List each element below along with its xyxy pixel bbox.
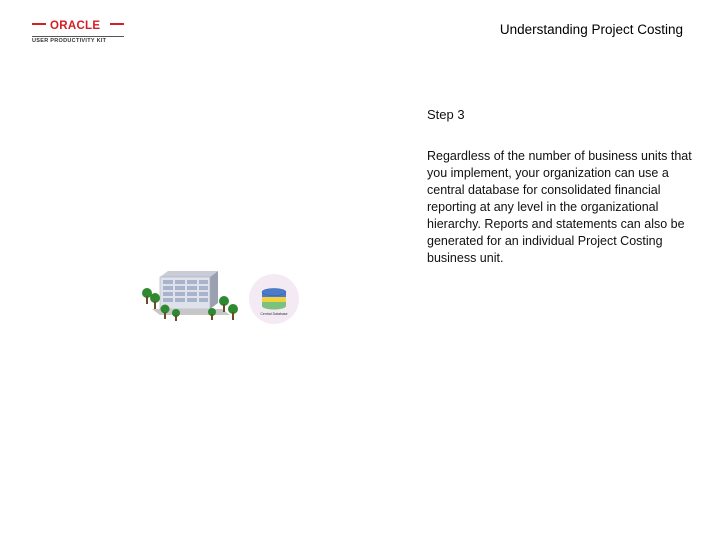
logo-subtitle: USER PRODUCTIVITY KIT	[32, 38, 107, 44]
oracle-upk-logo	[32, 22, 124, 48]
step-description: Regardless of the number of business units that you implement, your organization can use a central database for consolidated financial reporting at any level in the organizational hierarchy. Reports and statements can also be generated for an individual Project Costing business unit.	[427, 149, 692, 265]
business-unit-database-illustration	[138, 265, 308, 327]
step-label: Step 3	[427, 107, 465, 122]
central-database-icon	[249, 274, 299, 324]
logo-divider	[32, 36, 124, 37]
database-caption: Central Database	[260, 312, 288, 316]
logo-wordmark: ORACLE	[50, 20, 101, 32]
page-title: Understanding Project Costing	[499, 22, 683, 37]
